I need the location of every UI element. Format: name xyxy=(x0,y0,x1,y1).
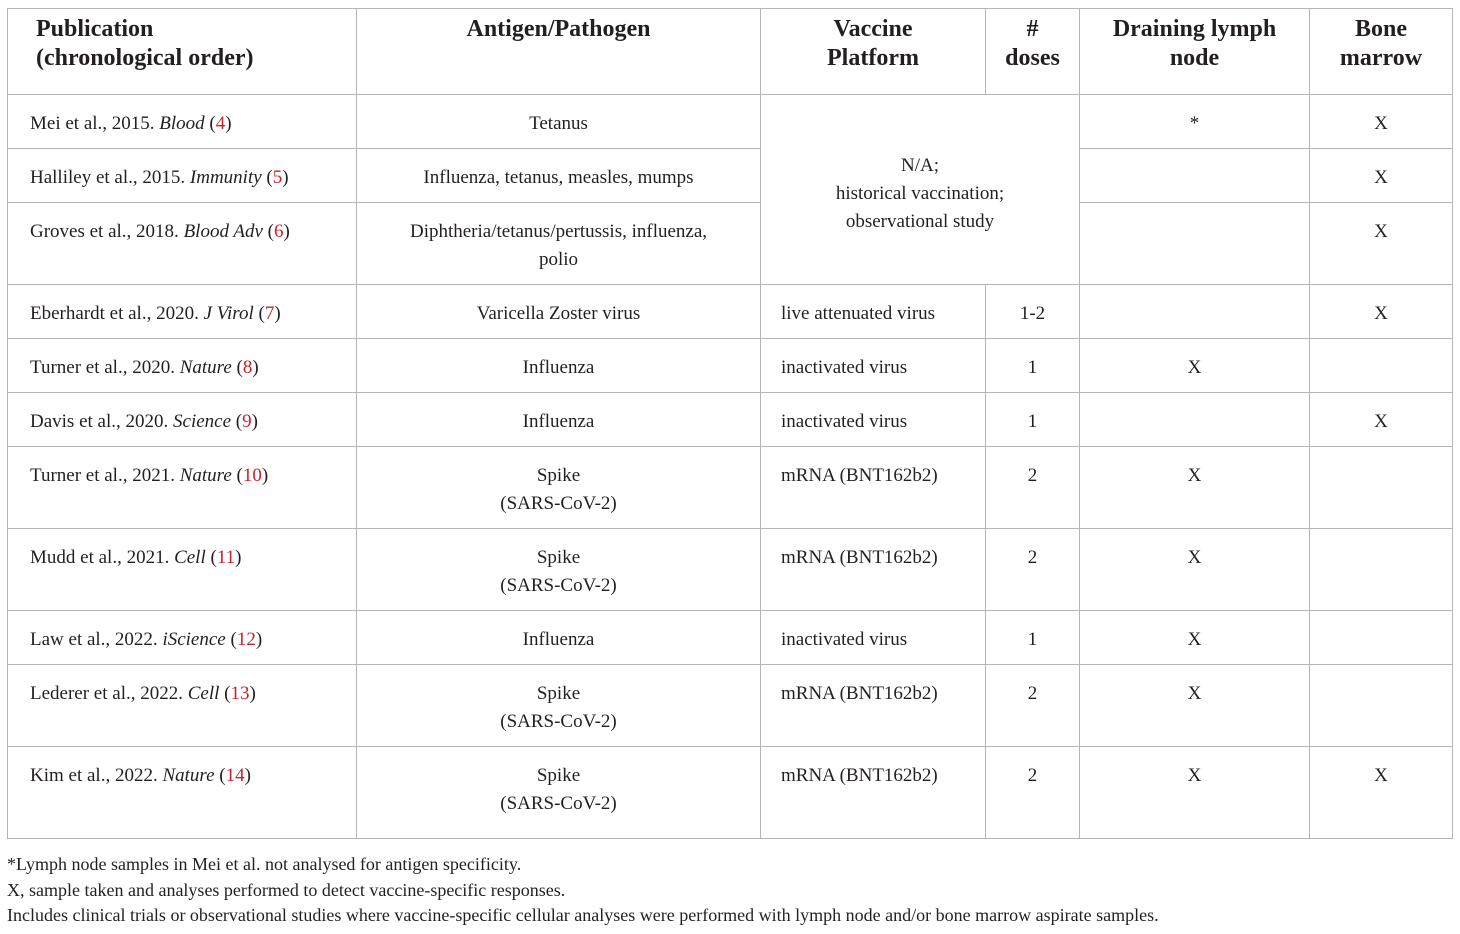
doses-cell: 2 xyxy=(986,747,1080,839)
reference-link[interactable]: 11 xyxy=(216,547,236,568)
footnote-includes: Includes clinical trials or observational studies where vaccine-specific cellular analyses were performed with lymph node and/or bone marrow aspirate samples. xyxy=(7,905,1159,925)
publication-journal: Immunity xyxy=(189,167,262,188)
header-antigen: Antigen/Pathogen xyxy=(357,9,761,95)
publication-authors: Law et al., 2022. xyxy=(30,629,158,650)
publication-cell: Turner et al., 2021. Nature (10) xyxy=(8,447,357,529)
publication-cell: Halliley et al., 2015. Immunity (5) xyxy=(8,149,357,203)
table-row xyxy=(8,447,1453,529)
lymph-node-cell: X xyxy=(1080,747,1310,839)
publication-authors: Turner et al., 2020. xyxy=(30,357,175,378)
bone-marrow-cell: X xyxy=(1310,95,1453,149)
bone-marrow-cell xyxy=(1310,665,1453,747)
bone-marrow-cell: X xyxy=(1310,747,1453,839)
header-lymph-node: Draining lymph node xyxy=(1080,9,1310,95)
platform-cell: inactivated virus xyxy=(761,339,986,393)
doses-cell: 2 xyxy=(986,447,1080,529)
historical-vaccination-line: observational study xyxy=(845,211,995,232)
bone-marrow-cell xyxy=(1310,529,1453,611)
reference-link[interactable]: 7 xyxy=(264,303,275,324)
table-row xyxy=(8,203,1453,285)
publication-journal: J Virol xyxy=(203,303,254,324)
antigen-line: Spike xyxy=(536,765,581,786)
table-row xyxy=(8,95,1453,149)
antigen-line: Spike xyxy=(536,465,581,486)
bone-marrow-cell: X xyxy=(1310,149,1453,203)
publication-cell: Mei et al., 2015. Blood (4) xyxy=(8,95,357,149)
table-footnotes xyxy=(7,852,1159,929)
platform-cell: inactivated virus xyxy=(761,393,986,447)
table-row xyxy=(8,529,1453,611)
publication-journal: Cell xyxy=(174,547,206,568)
table-row xyxy=(8,611,1453,665)
antigen-line: (SARS-CoV-2) xyxy=(500,493,617,514)
footnote-asterisk: *Lymph node samples in Mei et al. not analysed for antigen specificity. xyxy=(7,854,522,874)
lymph-node-cell: X xyxy=(1080,339,1310,393)
lymph-node-cell: X xyxy=(1080,447,1310,529)
lymph-node-cell: X xyxy=(1080,529,1310,611)
antigen-line: Varicella Zoster virus xyxy=(476,303,641,324)
antigen-cell xyxy=(357,285,761,339)
antigen-line: polio xyxy=(538,249,579,270)
antigen-cell xyxy=(357,665,761,747)
publication-authors: Kim et al., 2022. xyxy=(30,765,158,786)
table-row xyxy=(8,285,1453,339)
publication-cell: Law et al., 2022. iScience (12) xyxy=(8,611,357,665)
publication-cell: Groves et al., 2018. Blood Adv (6) xyxy=(8,203,357,285)
antigen-line: Tetanus xyxy=(529,113,588,134)
antigen-line: Spike xyxy=(536,683,581,704)
platform-cell: live attenuated virus xyxy=(761,285,986,339)
publications-table xyxy=(7,8,1453,839)
lymph-node-cell xyxy=(1080,203,1310,285)
header-publication: Publication (chronological order) xyxy=(8,9,357,95)
header-doses: # doses xyxy=(986,9,1080,95)
antigen-line: Influenza xyxy=(522,357,595,378)
antigen-line: (SARS-CoV-2) xyxy=(500,793,617,814)
publication-journal: Nature xyxy=(162,765,215,786)
platform-cell: mRNA (BNT162b2) xyxy=(761,747,986,839)
bone-marrow-cell xyxy=(1310,447,1453,529)
publication-cell: Kim et al., 2022. Nature (14) xyxy=(8,747,357,839)
publication-authors: Groves et al., 2018. xyxy=(30,221,179,242)
antigen-cell xyxy=(357,611,761,665)
bone-marrow-cell: X xyxy=(1310,393,1453,447)
antigen-line: Influenza, tetanus, measles, mumps xyxy=(423,167,694,188)
historical-vaccination-line: N/A; xyxy=(901,155,939,176)
reference-link[interactable]: 4 xyxy=(215,113,226,134)
doses-cell: 1 xyxy=(986,611,1080,665)
table-row xyxy=(8,149,1453,203)
publication-cell: Mudd et al., 2021. Cell (11) xyxy=(8,529,357,611)
bone-marrow-cell xyxy=(1310,611,1453,665)
reference-link[interactable]: 10 xyxy=(242,465,262,486)
antigen-line: Influenza xyxy=(522,629,595,650)
reference-link[interactable]: 9 xyxy=(242,411,252,432)
publication-authors: Halliley et al., 2015. xyxy=(30,167,186,188)
antigen-cell xyxy=(357,339,761,393)
antigen-line: (SARS-CoV-2) xyxy=(500,711,617,732)
platform-cell: mRNA (BNT162b2) xyxy=(761,529,986,611)
doses-cell: 1 xyxy=(986,393,1080,447)
antigen-cell xyxy=(357,747,761,839)
reference-link[interactable]: 12 xyxy=(236,629,256,650)
header-platform: Vaccine Platform xyxy=(761,9,986,95)
reference-link[interactable]: 6 xyxy=(273,221,284,242)
lymph-node-cell: X xyxy=(1080,611,1310,665)
antigen-cell xyxy=(357,95,761,149)
table-body xyxy=(8,95,1453,839)
publication-journal: iScience xyxy=(162,629,226,650)
table-row xyxy=(8,665,1453,747)
footnote-x: X, sample taken and analyses performed to detect vaccine-specific responses. xyxy=(7,879,566,900)
antigen-cell xyxy=(357,447,761,529)
reference-link[interactable]: 14 xyxy=(225,765,245,786)
reference-link[interactable]: 8 xyxy=(242,357,253,378)
publication-cell: Turner et al., 2020. Nature (8) xyxy=(8,339,357,393)
publication-authors: Turner et al., 2021. xyxy=(30,465,175,486)
publication-journal: Science xyxy=(173,411,232,432)
platform-cell: mRNA (BNT162b2) xyxy=(761,665,986,747)
platform-cell: mRNA (BNT162b2) xyxy=(761,447,986,529)
antigen-line: Influenza xyxy=(522,411,595,432)
publication-journal: Nature xyxy=(179,357,232,378)
antigen-cell xyxy=(357,529,761,611)
antigen-line: Spike xyxy=(536,547,581,568)
publication-authors: Eberhardt et al., 2020. xyxy=(30,303,199,324)
header-bone-marrow: Bone marrow xyxy=(1310,9,1453,95)
doses-cell: 1 xyxy=(986,339,1080,393)
publication-authors: Davis et al., 2020. xyxy=(30,411,169,432)
reference-link[interactable]: 13 xyxy=(230,683,250,704)
publication-journal: Nature xyxy=(179,465,232,486)
publication-journal: Blood Adv xyxy=(183,221,263,242)
header-row xyxy=(8,9,1453,95)
antigen-line: Diphtheria/tetanus/pertussis, influenza, xyxy=(409,221,708,242)
bone-marrow-cell xyxy=(1310,339,1453,393)
publication-authors: Mudd et al., 2021. xyxy=(30,547,170,568)
antigen-cell xyxy=(357,393,761,447)
publication-journal: Blood xyxy=(159,113,205,134)
lymph-node-cell: X xyxy=(1080,665,1310,747)
bone-marrow-cell: X xyxy=(1310,203,1453,285)
doses-cell: 1-2 xyxy=(986,285,1080,339)
publication-cell: Lederer et al., 2022. Cell (13) xyxy=(8,665,357,747)
historical-vaccination-cell xyxy=(761,95,1080,285)
table-row xyxy=(8,393,1453,447)
publication-authors: Lederer et al., 2022. xyxy=(30,683,183,704)
publication-cell: Davis et al., 2020. Science (9) xyxy=(8,393,357,447)
publication-authors: Mei et al., 2015. xyxy=(30,113,155,134)
bone-marrow-cell: X xyxy=(1310,285,1453,339)
publication-journal: Cell xyxy=(187,683,220,704)
antigen-line: (SARS-CoV-2) xyxy=(500,575,617,596)
publication-cell: Eberhardt et al., 2020. J Virol (7) xyxy=(8,285,357,339)
doses-cell: 2 xyxy=(986,665,1080,747)
doses-cell: 2 xyxy=(986,529,1080,611)
lymph-node-cell xyxy=(1080,149,1310,203)
table-row xyxy=(8,747,1453,839)
lymph-node-cell xyxy=(1080,393,1310,447)
antigen-cell xyxy=(357,149,761,203)
table-row xyxy=(8,339,1453,393)
historical-vaccination-line: historical vaccination; xyxy=(835,183,1005,204)
reference-link[interactable]: 5 xyxy=(272,167,283,188)
lymph-node-cell: * xyxy=(1080,95,1310,149)
antigen-cell xyxy=(357,203,761,285)
platform-cell: inactivated virus xyxy=(761,611,986,665)
lymph-node-cell xyxy=(1080,285,1310,339)
